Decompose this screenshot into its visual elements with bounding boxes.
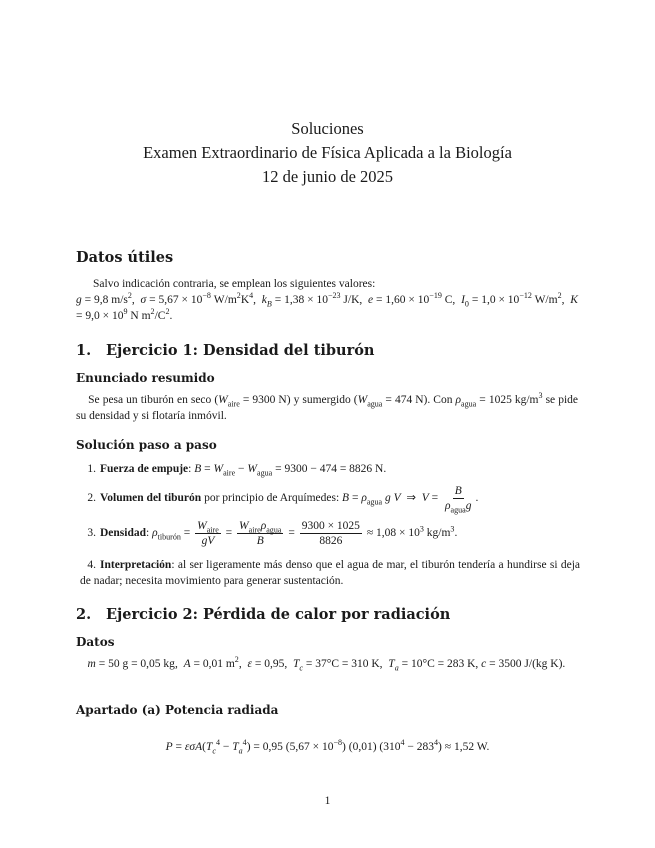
section-heading-ejercicio-1: 1. Ejercicio 1: Densidad del tiburón <box>76 342 375 359</box>
ej2-datos-values: m = 50 g = 0,05 kg, A = 0,01 $m^2$, ε = 0,95, $T_c = 37^\circ C = 310$ K, $T_a = 10^\circ C = 283$ K, c = 3500 J/(kg K). <box>87 655 566 673</box>
fraction-density-2: $\frac{W_{aire}\rho_{agua}}{B}$ <box>239 520 282 547</box>
section-heading-datos: Datos útiles <box>76 249 174 266</box>
doc-title: Soluciones <box>291 119 364 138</box>
fraction-volume: $\frac{B}{\rho_{agua}g}$ <box>445 485 472 515</box>
subheading-apartado-a: Apartado (a) Potencia radiada <box>76 703 279 717</box>
subheading-datos: Datos <box>76 635 115 649</box>
subheading-solucion: Solución paso a paso <box>76 438 217 452</box>
datos-values: g = 9,8 $m/s^2$, $\sigma = 5,67 \times 10^{-8}$ $W/m^2K^4$, $k_B = 1,38 \times 10^{-23}$ J/K, $e = 1,60 \times 10^{-19}$ C, $I_0 = 1,0 \times 10^{-12}$ $W/m^2$, $K = 9,0 \times 10^9$ N $m^2/C^2$. <box>76 291 578 322</box>
fraction-density-1: $\frac{W_{aire}}{gV}$ <box>197 520 219 547</box>
solution-item-4: 4. Interpretación: al ser ligeramente más denso que el agua de mar, el tiburón tendería a hundirse si deja de nadar; necesita movimiento para generar sustentación. <box>80 559 580 587</box>
section-heading-ejercicio-2: 2. Ejercicio 2: Pérdida de calor por radiación <box>76 606 451 623</box>
enunciado-text: Se pesa un tiburón en seco ($W_{aire} = 9300$ N) y sumergido ($W_{agua} = 474$ N). Con $\rho_{agua} = 1025$ $kg/m^3$ se pide su densidad y si flotaría inmóvil. <box>76 391 578 422</box>
exam-title: Examen Extraordinario de Física Aplicada a la Biología <box>143 143 512 162</box>
radiated-power-equation: $P = \varepsilon\sigma A(T_c^4 - T_a^4) = 0,95$ $(5,67 \times 10^{-8})$ (0,01) $(310^4 - 283^4) \approx 1,52$ W. <box>165 738 490 756</box>
exam-date: 12 de junio de 2025 <box>261 167 394 186</box>
subheading-enunciado: Enunciado resumido <box>76 371 215 385</box>
solution-item-3: 3. Densidad: $\rho_{tiburón}$ = $\frac{W_{aire}}{gV}$ = $\frac{W_{aire}\rho_{agua}}{B}$ = $\frac{9300 \times 1025}{8826}$ ≈ $1,08 \times 10^3$ $kg/m^3$. <box>87 520 458 547</box>
page-number: 1 <box>324 795 331 807</box>
datos-intro: Salvo indicación contraria, se emplean los siguientes valores: <box>93 278 376 290</box>
solution-item-2: 2. Volumen del tiburón por principio de Arquímedes: $B = \rho_{agua}$ g V ⇒ V = $\frac{B}{\rho_{agua}g}$ . <box>87 485 479 515</box>
solution-item-1: 1. Fuerza de empuje: $B = W_{aire} - W_{agua} = 9300 - 474 = 8826$ N. <box>87 463 387 478</box>
fraction-density-3: $\frac{9300 \times 1025}{8826}$ <box>301 520 360 547</box>
